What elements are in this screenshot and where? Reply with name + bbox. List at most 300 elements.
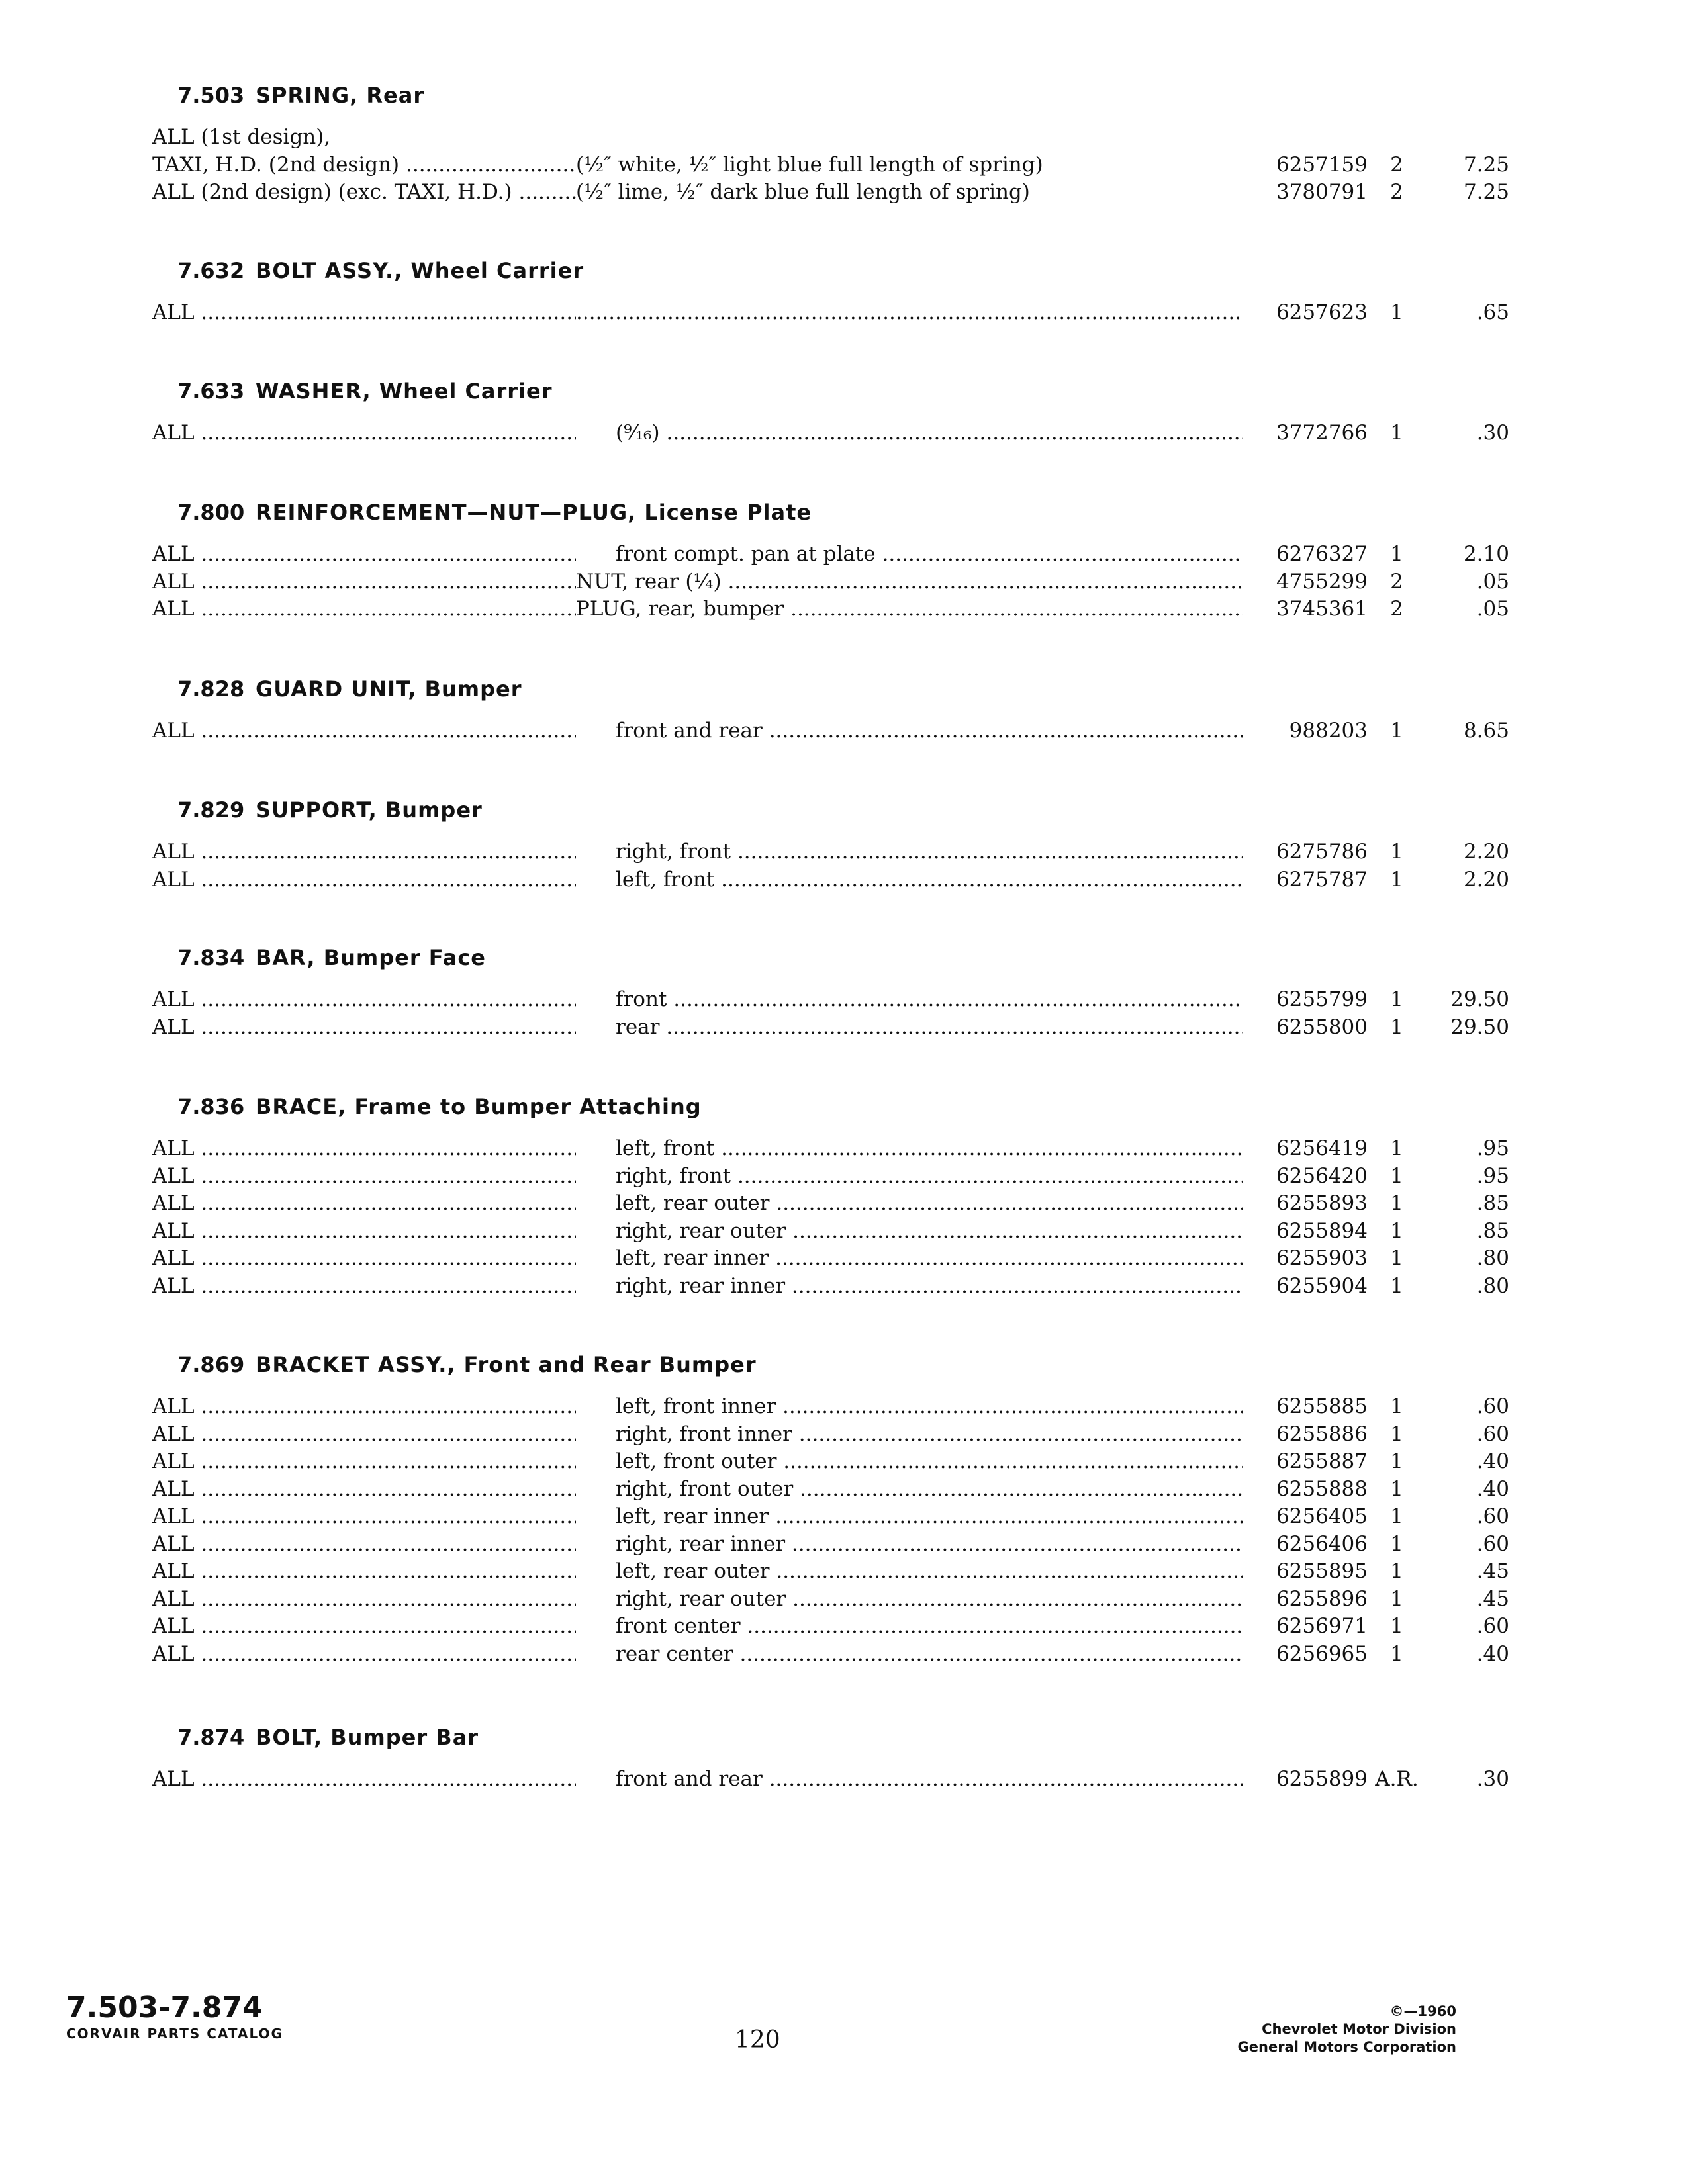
table-row: [152, 1559, 1509, 1587]
part-number-cell: [1251, 1422, 1368, 1446]
quantity-cell-text: 1: [1390, 1504, 1403, 1528]
part-number-cell: [1251, 840, 1368, 864]
description-cell-text: left, rear inner .....: [616, 1246, 1243, 1270]
model-cell-text: ALL (1st design),: [152, 125, 331, 149]
quantity-cell-text: 1: [1390, 1531, 1403, 1556]
section-heading: [177, 945, 1397, 970]
model-cell-text: TAXI, H.D. (2nd design) .....: [152, 153, 576, 177]
part-number-cell-text: 6257623: [1276, 300, 1368, 324]
price-cell: [1377, 1532, 1509, 1556]
description-cell: [616, 840, 1243, 864]
part-number-cell-text: 6255903: [1276, 1246, 1368, 1270]
parts-list: [152, 1767, 1509, 1795]
table-row: [152, 597, 1509, 625]
section-heading: [177, 258, 1397, 283]
description-cell: [576, 180, 1243, 204]
section-number: 7.869: [177, 1352, 245, 1377]
price-cell: [1377, 868, 1509, 891]
section-title: BOLT, Bumper Bar: [256, 1725, 479, 1750]
price-cell: [1377, 1587, 1509, 1611]
description-cell: [616, 987, 1243, 1011]
price-cell-text: .60: [1476, 1531, 1509, 1556]
price-cell: [1377, 153, 1509, 177]
section-title: BRACE, Frame to Bumper Attaching: [256, 1094, 702, 1119]
model-cell: [152, 1246, 576, 1270]
description-cell: [616, 1422, 1243, 1446]
part-number-cell: [1251, 1274, 1368, 1298]
model-cell: [152, 1191, 576, 1215]
model-cell-text: ALL .....: [152, 1559, 576, 1583]
model-cell-text: ALL .....: [152, 1477, 576, 1501]
quantity-cell-text: 1: [1390, 1586, 1403, 1611]
description-cell: [616, 1219, 1243, 1243]
footer-corporation: General Motors Corporation: [1237, 2039, 1456, 2055]
model-cell: [152, 1136, 576, 1160]
table-row: [152, 1246, 1509, 1274]
model-cell-text: ALL .....: [152, 868, 576, 891]
description-cell-text: rear center .....: [616, 1642, 1243, 1666]
quantity-cell-text: 1: [1390, 1191, 1403, 1215]
section-7-829: [152, 797, 1509, 895]
table-row: [152, 840, 1509, 868]
price-cell: [1377, 421, 1509, 445]
section-title: BOLT ASSY., Wheel Carrier: [256, 258, 585, 283]
quantity-cell-text: 1: [1390, 1394, 1403, 1418]
price-cell: [1377, 840, 1509, 864]
description-cell-text: front .....: [616, 987, 1243, 1011]
price-cell-text: .40: [1476, 1641, 1509, 1666]
description-cell: [576, 153, 1243, 177]
part-number-cell-text: 6255893: [1276, 1191, 1368, 1215]
part-number-cell-text: 6256406: [1276, 1531, 1368, 1556]
part-number-cell: [1251, 1587, 1368, 1611]
model-cell: [152, 1274, 576, 1298]
description-cell: [616, 1246, 1243, 1270]
section-heading: [177, 83, 1397, 108]
model-cell-text: ALL .....: [152, 1587, 576, 1611]
section-number: 7.633: [177, 379, 245, 404]
model-cell: [152, 1587, 576, 1611]
price-cell-text: .05: [1476, 597, 1509, 621]
section-7-836: [152, 1094, 1509, 1301]
model-cell-text: ALL .....: [152, 1614, 576, 1638]
part-number-cell-text: 6255904: [1276, 1273, 1368, 1298]
price-cell: [1377, 1191, 1509, 1215]
section-heading: [177, 379, 1397, 404]
price-cell-text: 7.25: [1463, 152, 1509, 177]
table-row: [152, 1191, 1509, 1219]
model-cell: [152, 1614, 576, 1638]
table-row: [152, 542, 1509, 570]
description-cell-text: left, front outer .....: [616, 1449, 1243, 1473]
description-cell: [616, 1559, 1243, 1583]
description-cell: [616, 542, 1243, 566]
model-cell-text: ALL .....: [152, 1532, 576, 1556]
description-cell: [616, 1449, 1243, 1473]
model-cell-text: ALL .....: [152, 570, 576, 594]
description-cell-text: right, rear outer .....: [616, 1587, 1243, 1611]
model-cell: [152, 1219, 576, 1243]
part-number-cell: [1251, 1164, 1368, 1188]
part-number-cell: [1251, 153, 1368, 177]
price-cell: [1377, 1504, 1509, 1528]
model-cell: [152, 840, 576, 864]
footer-division: Chevrolet Motor Division: [1262, 2021, 1456, 2037]
part-number-cell-text: 6255894: [1276, 1218, 1368, 1243]
part-number-cell: [1251, 1246, 1368, 1270]
description-cell-text: right, rear outer .....: [616, 1219, 1243, 1243]
section-7-800: [152, 500, 1509, 625]
model-cell-text: ALL (2nd design) (exc. TAXI, H.D.) .....: [152, 180, 576, 204]
part-number-cell-text: 6256419: [1276, 1136, 1368, 1160]
price-cell: [1377, 1767, 1509, 1791]
parts-list: [152, 987, 1509, 1042]
model-cell-text: ALL .....: [152, 1219, 576, 1243]
section-title: SPRING, Rear: [256, 83, 425, 108]
description-cell-text: front center .....: [616, 1614, 1243, 1638]
price-cell: [1377, 1136, 1509, 1160]
description-cell: [616, 1504, 1243, 1528]
part-number-cell: [1251, 542, 1368, 566]
section-title: WASHER, Wheel Carrier: [256, 379, 553, 404]
description-cell-text: front and rear .....: [616, 1767, 1243, 1791]
model-cell-text: ALL .....: [152, 1246, 576, 1270]
model-cell-text: ALL .....: [152, 1449, 576, 1473]
model-cell: [152, 542, 576, 566]
price-cell: [1377, 1219, 1509, 1243]
description-cell-text: left, front .....: [616, 1136, 1243, 1160]
price-cell-text: .40: [1476, 1477, 1509, 1501]
price-cell: [1377, 1015, 1509, 1039]
quantity-cell-text: 2: [1390, 152, 1403, 177]
model-cell-text: ALL .....: [152, 542, 576, 566]
price-cell-text: 2.10: [1463, 542, 1509, 566]
part-number-cell: [1251, 1015, 1368, 1039]
quantity-cell-text: 1: [1390, 300, 1403, 324]
table-row: [152, 1163, 1509, 1192]
description-cell-text: (½″ white, ½″ light blue full length of spring): [576, 152, 1043, 177]
parts-list: [152, 1136, 1509, 1301]
model-cell-text: ALL .....: [152, 987, 576, 1011]
table-row: [152, 719, 1509, 747]
table-row: [152, 180, 1509, 208]
table-row: [152, 1449, 1509, 1477]
footer-right: [1125, 2003, 1456, 2056]
part-number-cell-text: 988203: [1289, 719, 1368, 743]
model-cell-text: ALL .....: [152, 1767, 576, 1791]
model-cell: [152, 180, 576, 204]
price-cell: [1377, 300, 1509, 324]
price-cell-text: 7.25: [1463, 180, 1509, 204]
price-cell: [1377, 987, 1509, 1011]
part-number-cell-text: 6255886: [1276, 1422, 1368, 1446]
description-cell: [616, 1394, 1243, 1418]
section-title: REINFORCEMENT—NUT—PLUG, License Plate: [256, 500, 812, 525]
price-cell: [1377, 1164, 1509, 1188]
price-cell: [1377, 1274, 1509, 1298]
table-row: [152, 1422, 1509, 1450]
section-heading: [177, 1352, 1397, 1377]
section-number: 7.874: [177, 1725, 245, 1750]
table-row: [152, 987, 1509, 1015]
footer-left: [66, 1991, 283, 2042]
description-cell-text: [576, 300, 1243, 324]
model-cell: [152, 719, 576, 743]
part-number-cell: [1251, 1559, 1368, 1583]
table-row: [152, 1015, 1509, 1043]
price-cell-text: .60: [1476, 1422, 1509, 1446]
parts-list: [152, 542, 1509, 625]
quantity-cell-text: 2: [1390, 180, 1403, 204]
price-cell: [1377, 1559, 1509, 1583]
description-cell: [616, 1164, 1243, 1188]
quantity-cell-text: 1: [1390, 1273, 1403, 1298]
price-cell: [1377, 1449, 1509, 1473]
section-number: 7.800: [177, 500, 245, 525]
description-cell-text: left, rear inner .....: [616, 1504, 1243, 1528]
part-number-cell-text: 3745361: [1276, 597, 1368, 621]
description-cell: [616, 1642, 1243, 1666]
quantity-cell-text: 1: [1390, 1218, 1403, 1243]
model-cell: [152, 1449, 576, 1473]
model-cell: [152, 868, 576, 891]
price-cell-text: 29.50: [1450, 987, 1509, 1011]
table-row: [152, 1641, 1509, 1670]
section-number: 7.829: [177, 797, 245, 823]
footer-copyright: ©—1960: [1389, 2003, 1456, 2019]
model-cell-text: ALL .....: [152, 1274, 576, 1298]
table-row: [152, 421, 1509, 449]
price-cell-text: .30: [1476, 1767, 1509, 1791]
model-cell-text: ALL .....: [152, 421, 576, 445]
part-number-cell: [1251, 1642, 1368, 1666]
part-number-cell-text: 6256965: [1276, 1641, 1368, 1666]
table-row: [152, 569, 1509, 598]
quantity-cell-text: 1: [1390, 1449, 1403, 1473]
part-number-cell: [1251, 987, 1368, 1011]
price-cell-text: .45: [1476, 1559, 1509, 1583]
quantity-cell-text: 1: [1390, 1015, 1403, 1039]
price-cell: [1377, 1246, 1509, 1270]
part-number-cell: [1251, 1449, 1368, 1473]
model-cell: [152, 1422, 576, 1446]
part-number-cell-text: 6255885: [1276, 1394, 1368, 1418]
description-cell-text: right, rear inner .....: [616, 1532, 1243, 1556]
description-cell-text: right, front .....: [616, 840, 1243, 864]
table-row: [152, 1218, 1509, 1247]
table-row: [152, 1477, 1509, 1505]
quantity-cell-text: 1: [1390, 1477, 1403, 1501]
quantity-cell-text: 1: [1390, 1559, 1403, 1583]
description-cell-text: right, front inner .....: [616, 1422, 1243, 1446]
part-number-cell-text: 6275786: [1276, 840, 1368, 864]
table-row: [152, 1136, 1509, 1164]
part-number-cell: [1251, 1136, 1368, 1160]
table-row: [152, 1273, 1509, 1302]
part-number-cell: [1251, 597, 1368, 621]
model-cell-text: ALL .....: [152, 1642, 576, 1666]
price-cell-text: .05: [1476, 569, 1509, 594]
price-cell-text: .80: [1476, 1273, 1509, 1298]
quantity-cell-text: 1: [1390, 1246, 1403, 1270]
part-number-cell: [1251, 1532, 1368, 1556]
quantity-cell-text: 1: [1390, 987, 1403, 1011]
table-row: [152, 1614, 1509, 1642]
table-row: [152, 1504, 1509, 1532]
section-7-503: [152, 83, 1509, 208]
description-cell-text: right, front outer .....: [616, 1477, 1243, 1501]
model-cell: [152, 987, 576, 1011]
model-cell: [152, 1504, 576, 1528]
section-number: 7.834: [177, 945, 245, 970]
parts-list: [152, 300, 1509, 328]
description-cell-text: PLUG, rear, bumper .....: [576, 597, 1243, 621]
quantity-cell-text: 2: [1390, 569, 1403, 594]
description-cell-text: rear .....: [616, 1015, 1243, 1039]
price-cell-text: .95: [1476, 1163, 1509, 1188]
quantity-cell-text: 1: [1390, 542, 1403, 566]
description-cell: [616, 1614, 1243, 1638]
parts-list: [152, 719, 1509, 747]
description-cell-text: (⁹⁄₁₆) .....: [616, 421, 1243, 445]
description-cell-text: left, rear outer .....: [616, 1559, 1243, 1583]
description-cell-text: front and rear .....: [616, 719, 1243, 743]
model-cell-text: ALL .....: [152, 1015, 576, 1039]
part-number-cell-text: 6276327: [1276, 542, 1368, 566]
part-number-cell-text: 6275787: [1276, 867, 1368, 891]
model-cell: [152, 1015, 576, 1039]
section-number: 7.632: [177, 258, 245, 283]
table-row: [152, 1767, 1509, 1795]
part-number-cell-text: 3780791: [1276, 180, 1368, 204]
description-cell: [576, 570, 1243, 594]
price-cell: [1377, 1614, 1509, 1638]
model-cell: [152, 1642, 576, 1666]
price-cell: [1377, 719, 1509, 743]
model-cell-text: ALL .....: [152, 1394, 576, 1418]
part-number-cell: [1251, 570, 1368, 594]
quantity-cell-text: 1: [1390, 867, 1403, 891]
quantity-cell-text: 1: [1390, 421, 1403, 445]
description-cell: [616, 1274, 1243, 1298]
model-cell: [152, 570, 576, 594]
description-cell-text: left, rear outer .....: [616, 1191, 1243, 1215]
part-number-cell-text: 4755299: [1276, 569, 1368, 594]
model-cell: [152, 421, 576, 445]
price-cell-text: .60: [1476, 1504, 1509, 1528]
section-heading: [177, 1725, 1397, 1750]
part-number-cell-text: 6255895: [1276, 1559, 1368, 1583]
model-cell-text: ALL .....: [152, 597, 576, 621]
price-cell-text: 29.50: [1450, 1015, 1509, 1039]
section-number: 7.828: [177, 676, 245, 702]
price-cell-text: .45: [1476, 1586, 1509, 1611]
description-cell: [616, 1587, 1243, 1611]
description-cell: [576, 597, 1243, 621]
parts-list: [152, 840, 1509, 895]
price-cell: [1377, 542, 1509, 566]
price-cell-text: .30: [1476, 421, 1509, 445]
model-cell: [152, 153, 576, 177]
footer-range: 7.503-7.874: [66, 1991, 263, 2025]
description-cell-text: left, front inner .....: [616, 1394, 1243, 1418]
description-cell: [616, 1477, 1243, 1501]
part-number-cell: [1251, 1614, 1368, 1638]
part-number-cell-text: 6255888: [1276, 1477, 1368, 1501]
parts-list: [152, 125, 1509, 208]
part-number-cell: [1251, 719, 1368, 743]
quantity-cell-text: 1: [1390, 719, 1403, 743]
description-cell: [616, 1532, 1243, 1556]
section-7-834: [152, 945, 1509, 1042]
section-heading: [177, 1094, 1397, 1119]
quantity-cell-text: 2: [1390, 597, 1403, 621]
section-heading: [177, 500, 1397, 525]
price-cell-text: .40: [1476, 1449, 1509, 1473]
part-number-cell: [1251, 1477, 1368, 1501]
part-number-cell-text: 6256420: [1276, 1163, 1368, 1188]
footer-catalog-title: CORVAIR PARTS CATALOG: [66, 2026, 283, 2042]
page-number: 120: [735, 2026, 780, 2054]
part-number-cell: [1251, 180, 1368, 204]
price-cell-text: .60: [1476, 1394, 1509, 1418]
description-cell: [616, 421, 1243, 445]
part-number-cell-text: 6256971: [1276, 1614, 1368, 1638]
quantity-cell-text: 1: [1390, 840, 1403, 864]
section-7-828: [152, 676, 1509, 747]
description-cell-text: right, front .....: [616, 1164, 1243, 1188]
table-row: [152, 867, 1509, 895]
description-cell-text: (½″ lime, ½″ dark blue full length of spring): [576, 180, 1030, 204]
section-7-632: [152, 258, 1509, 328]
price-cell-text: 2.20: [1463, 840, 1509, 864]
part-number-cell-text: 3772766: [1276, 421, 1368, 445]
model-cell: [152, 1532, 576, 1556]
price-cell-text: .65: [1476, 300, 1509, 324]
section-title: BRACKET ASSY., Front and Rear Bumper: [256, 1352, 757, 1377]
section-title: SUPPORT, Bumper: [256, 797, 483, 823]
part-number-cell-text: 6256405: [1276, 1504, 1368, 1528]
part-number-cell: [1251, 1504, 1368, 1528]
description-cell: [616, 719, 1243, 743]
quantity-cell-text: 1: [1390, 1136, 1403, 1160]
price-cell-text: .85: [1476, 1191, 1509, 1215]
model-cell: [152, 1477, 576, 1501]
description-cell: [616, 1767, 1243, 1791]
part-number-cell-text: 6255887: [1276, 1449, 1368, 1473]
description-cell: [576, 300, 1243, 324]
table-row: [152, 1531, 1509, 1560]
part-number-cell: [1251, 1219, 1368, 1243]
model-cell-text: ALL .....: [152, 1136, 576, 1160]
price-cell: [1377, 597, 1509, 621]
part-number-cell-text: 6257159: [1276, 152, 1368, 177]
section-7-874: [152, 1725, 1509, 1795]
model-cell: [152, 1559, 576, 1583]
price-cell-text: .95: [1476, 1136, 1509, 1160]
description-cell: [616, 1136, 1243, 1160]
part-number-cell-text: 6255800: [1276, 1015, 1368, 1039]
description-cell-text: left, front .....: [616, 868, 1243, 891]
price-cell-text: 8.65: [1463, 719, 1509, 743]
quantity-cell-text: 1: [1390, 1422, 1403, 1446]
quantity-cell-text: 1: [1390, 1163, 1403, 1188]
parts-list: [152, 421, 1509, 449]
model-cell: [152, 300, 576, 324]
part-number-cell: [1251, 300, 1368, 324]
model-cell: [152, 125, 576, 149]
model-cell-text: ALL .....: [152, 1191, 576, 1215]
